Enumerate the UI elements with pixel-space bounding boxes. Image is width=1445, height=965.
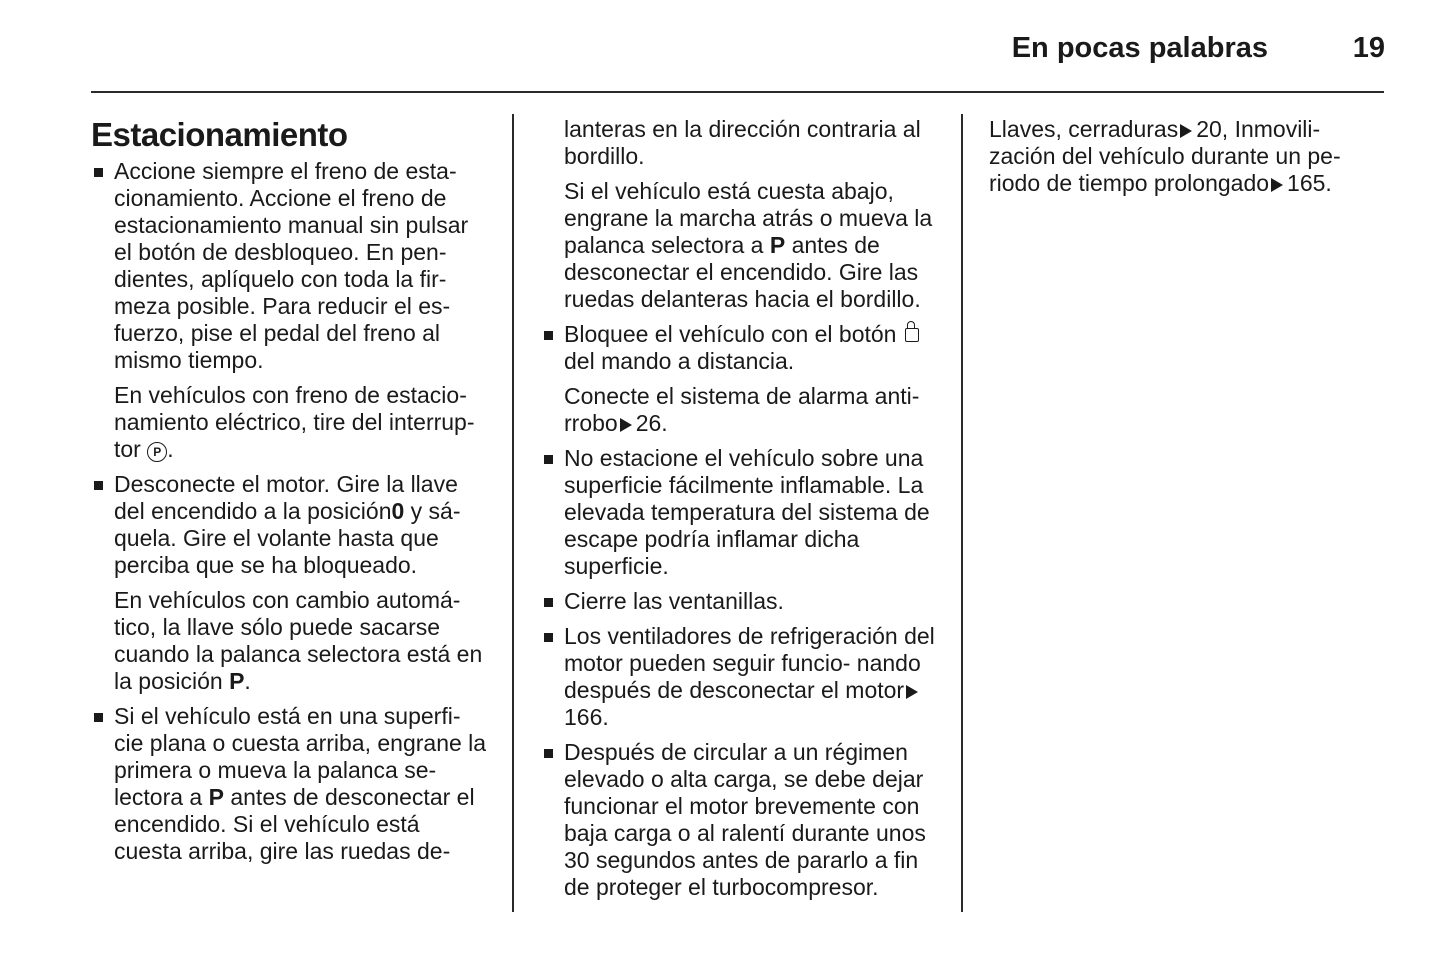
bullet-square-icon: [544, 633, 553, 642]
bullet-item-slope: Si el vehículo está en una superfi- cie plana o cuesta arriba, engrane la primera o mueva la palanca se- lectora a P antes de desconectar el encendido. Si el vehículo está cuesta arriba, gire las ruedas de-: [91, 703, 491, 865]
paragraph-electric-brake: En vehículos con freno de estacio- namiento eléctrico, tire del interrup- tor P .: [114, 382, 475, 462]
column-3: [989, 116, 1379, 205]
bullet-square-icon: [94, 168, 103, 177]
paragraph-downhill: Si el vehículo está cuesta abajo, engrane la marcha atrás o mueva la palanca selectora a P antes de desconectar el encendido. Gire las ruedas delanteras hacia el bordillo.: [564, 178, 933, 312]
column-divider-2: [961, 114, 963, 912]
bullet-item-windows: Cierre las ventanillas.: [541, 588, 939, 615]
bullet-square-icon: [544, 749, 553, 758]
page-reference: 165.: [1287, 170, 1332, 196]
column-1: [91, 116, 491, 873]
page-reference-arrow-icon: [906, 685, 918, 699]
bullet-item-parking-brake: [91, 158, 491, 374]
page-reference: 166.: [564, 704, 609, 730]
section-title: Estacionamiento: [91, 116, 348, 153]
paragraph-continuation: lanteras en la dirección contraria al bordillo.: [564, 116, 921, 169]
running-header-title: En pocas palabras: [1011, 32, 1268, 64]
bullet-item-lock: Bloquee el vehículo con el botón del mando a distancia.: [541, 321, 939, 375]
column-2: [541, 116, 939, 909]
bullet-item-flammable: No estacione el vehículo sobre una superficie fácilmente inflamable. La elevada temperatura del sistema de escape podría inflamar dicha superficie.: [541, 445, 939, 580]
page-reference-arrow-icon: [620, 418, 632, 432]
bullet-item-turbo: Después de circular a un régimen elevado o alta carga, se debe dejar funcionar el motor brevemente con baja carga o al ralentí durante unos 30 segundos antes de pararlo a fin de proteger el turbocompresor.: [541, 739, 939, 901]
parking-brake-icon: P: [147, 442, 167, 462]
bullet-square-icon: [544, 455, 553, 464]
column-divider-1: [512, 114, 514, 912]
bullet-item-fans: Los ventiladores de refrigeración del motor pueden seguir funcio- nando después de desconectar el motor166.: [541, 623, 939, 731]
bullet-item-engine-off: Desconecte el motor. Gire la llave del encendido a la posición0 y sá- quela. Gire el volante hasta que perciba que se ha bloqueado.: [91, 471, 491, 579]
lock-icon: [905, 328, 919, 342]
page-reference-arrow-icon: [1180, 124, 1192, 138]
page-reference: 26.: [635, 410, 668, 436]
bullet-square-icon: [94, 481, 103, 490]
bullet-text: Accione siempre el freno de esta- cionamiento. Accione el freno de estacionamiento manual sin pulsar el botón de desbloqueo. En pen- dientes, aplíquelo con toda la fir- meza posible. Para reducir el es- fuerzo, pise el pedal del freno al mismo tiempo.: [114, 158, 469, 373]
paragraph-alarm: Conecte el sistema de alarma anti- rrobo 26.: [564, 383, 920, 436]
page-reference-arrow-icon: [1271, 178, 1283, 192]
bullet-square-icon: [544, 598, 553, 607]
page-number: 19: [1352, 32, 1385, 64]
paragraph-automatic: En vehículos con cambio automá- tico, la llave sólo puede sacarse cuando la palanca selectora está en la posición P.: [114, 587, 483, 694]
paragraph-references: Llaves, cerraduras 20, Inmovili- zación del vehículo durante un pe- riodo de tiempo prolongado 165.: [989, 116, 1341, 196]
bullet-square-icon: [544, 331, 553, 340]
header-divider: [91, 91, 1384, 93]
bullet-square-icon: [94, 713, 103, 722]
